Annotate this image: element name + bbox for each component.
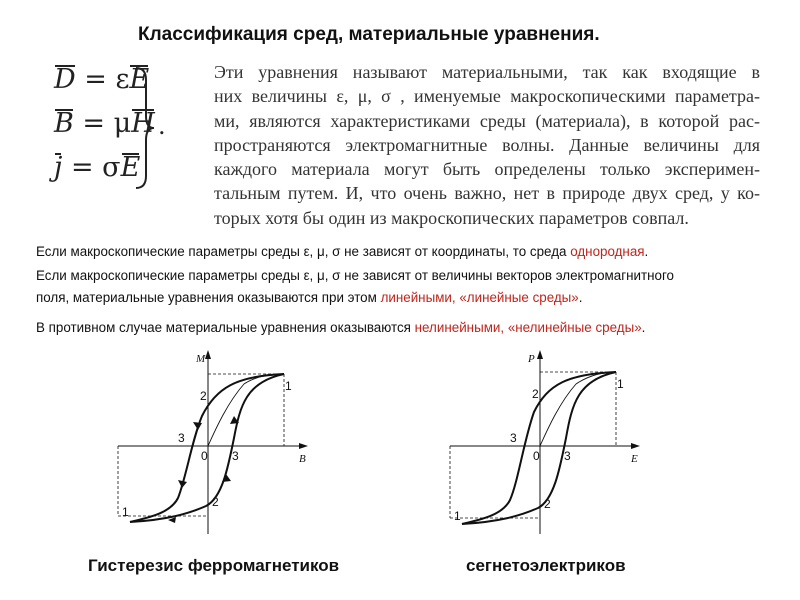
paragraph-homogeneous xyxy=(36,241,648,263)
paragraph-text: В противном случае материальные уравнения оказываются xyxy=(36,320,415,335)
paragraph-end: . xyxy=(644,244,649,259)
equation-operator: = σ xyxy=(62,152,121,183)
hysteresis-ferroelectric-diagram xyxy=(448,348,648,538)
point-label: 0 xyxy=(201,449,208,463)
x-axis-label: E xyxy=(631,453,638,465)
y-axis-label: M xyxy=(196,353,206,365)
paragraph-text: поля, материальные уравнения оказываются при этом xyxy=(36,290,381,305)
caption-ferroelectric: сегнетоэлектриков xyxy=(466,556,626,575)
direction-arrow xyxy=(222,474,231,482)
e-vector-symbol: E xyxy=(120,152,141,183)
book-excerpt xyxy=(214,60,760,230)
point-label: 2 xyxy=(200,389,207,403)
hysteresis-ferromagnetic-diagram xyxy=(116,348,316,538)
x-axis-label: B xyxy=(299,453,306,465)
paragraph-linear xyxy=(36,265,674,309)
point-label: 2 xyxy=(544,497,551,511)
book-line: ми, являются характеристиками среды (материала), в которой рас- xyxy=(214,110,760,131)
x-axis-arrow xyxy=(299,443,308,449)
book-line: пространяются электромагнитные волны. Данные величины для xyxy=(214,134,760,155)
equations-period: . xyxy=(158,112,166,140)
highlight-term: нелинейными, «нелинейные среды» xyxy=(414,320,642,335)
paragraph-text: Если макроскопические параметры среды ε, μ, σ не зависят от величины векторов электромагнитного xyxy=(36,268,674,283)
ascending-branch xyxy=(130,374,284,522)
direction-arrow xyxy=(193,422,202,430)
initial-curve xyxy=(208,374,284,446)
b-vector-symbol: B xyxy=(54,108,74,139)
paragraph-end: . xyxy=(641,320,646,335)
ascending-branch xyxy=(462,372,616,524)
x-axis-arrow xyxy=(631,443,640,449)
equation-j xyxy=(54,152,140,183)
highlight-term: однородная xyxy=(570,244,645,259)
j-vector-symbol: j xyxy=(54,152,63,183)
book-line: них величины ε, μ, σ , именуемые макроскопическими параметра- xyxy=(214,86,760,107)
h-vector-symbol: H xyxy=(131,108,155,139)
point-label: 3 xyxy=(564,449,571,463)
d-vector-symbol: D xyxy=(54,64,76,95)
initial-curve xyxy=(540,372,616,446)
book-line: каждого материала могут быть определены только эксперимен- xyxy=(214,159,760,180)
point-label: 1 xyxy=(454,509,461,523)
paragraph-nonlinear xyxy=(36,317,645,339)
point-label: 3 xyxy=(510,431,517,445)
point-label: 3 xyxy=(178,431,185,445)
descending-branch xyxy=(462,372,616,524)
point-label: 1 xyxy=(617,377,624,391)
y-axis-arrow xyxy=(537,350,543,359)
e-vector-symbol: E xyxy=(129,64,150,95)
page-title: Классификация сред, материальные уравнения. xyxy=(138,24,600,45)
equation-operator: = μ xyxy=(73,108,132,139)
direction-arrow xyxy=(178,480,187,488)
point-label: 1 xyxy=(285,379,292,393)
book-line: торых хотя бы один из макроскопических параметров совпал. xyxy=(214,207,689,228)
caption-ferromagnetic: Гистерезис ферромагнетиков xyxy=(88,556,340,575)
point-label: 1 xyxy=(122,505,129,519)
book-line: Эти уравнения называют материальными, так как входящие в xyxy=(214,62,760,82)
point-label: 2 xyxy=(212,495,219,509)
equation-operator: = ε xyxy=(75,64,130,95)
point-label: 2 xyxy=(532,387,539,401)
paragraph-end: . xyxy=(578,290,583,305)
y-axis-label: P xyxy=(528,353,535,365)
paragraph-text: Если макроскопические параметры среды ε, μ, σ не зависят от координаты, то среда xyxy=(36,244,571,259)
book-line: тальным путем. И, что очень важно, нет в природе двух сред, у ко- xyxy=(214,183,760,204)
y-axis-arrow xyxy=(205,350,211,359)
point-label: 0 xyxy=(533,449,540,463)
descending-branch xyxy=(130,374,284,522)
highlight-term: линейными, «линейные среды» xyxy=(380,290,579,305)
point-label: 3 xyxy=(232,449,239,463)
